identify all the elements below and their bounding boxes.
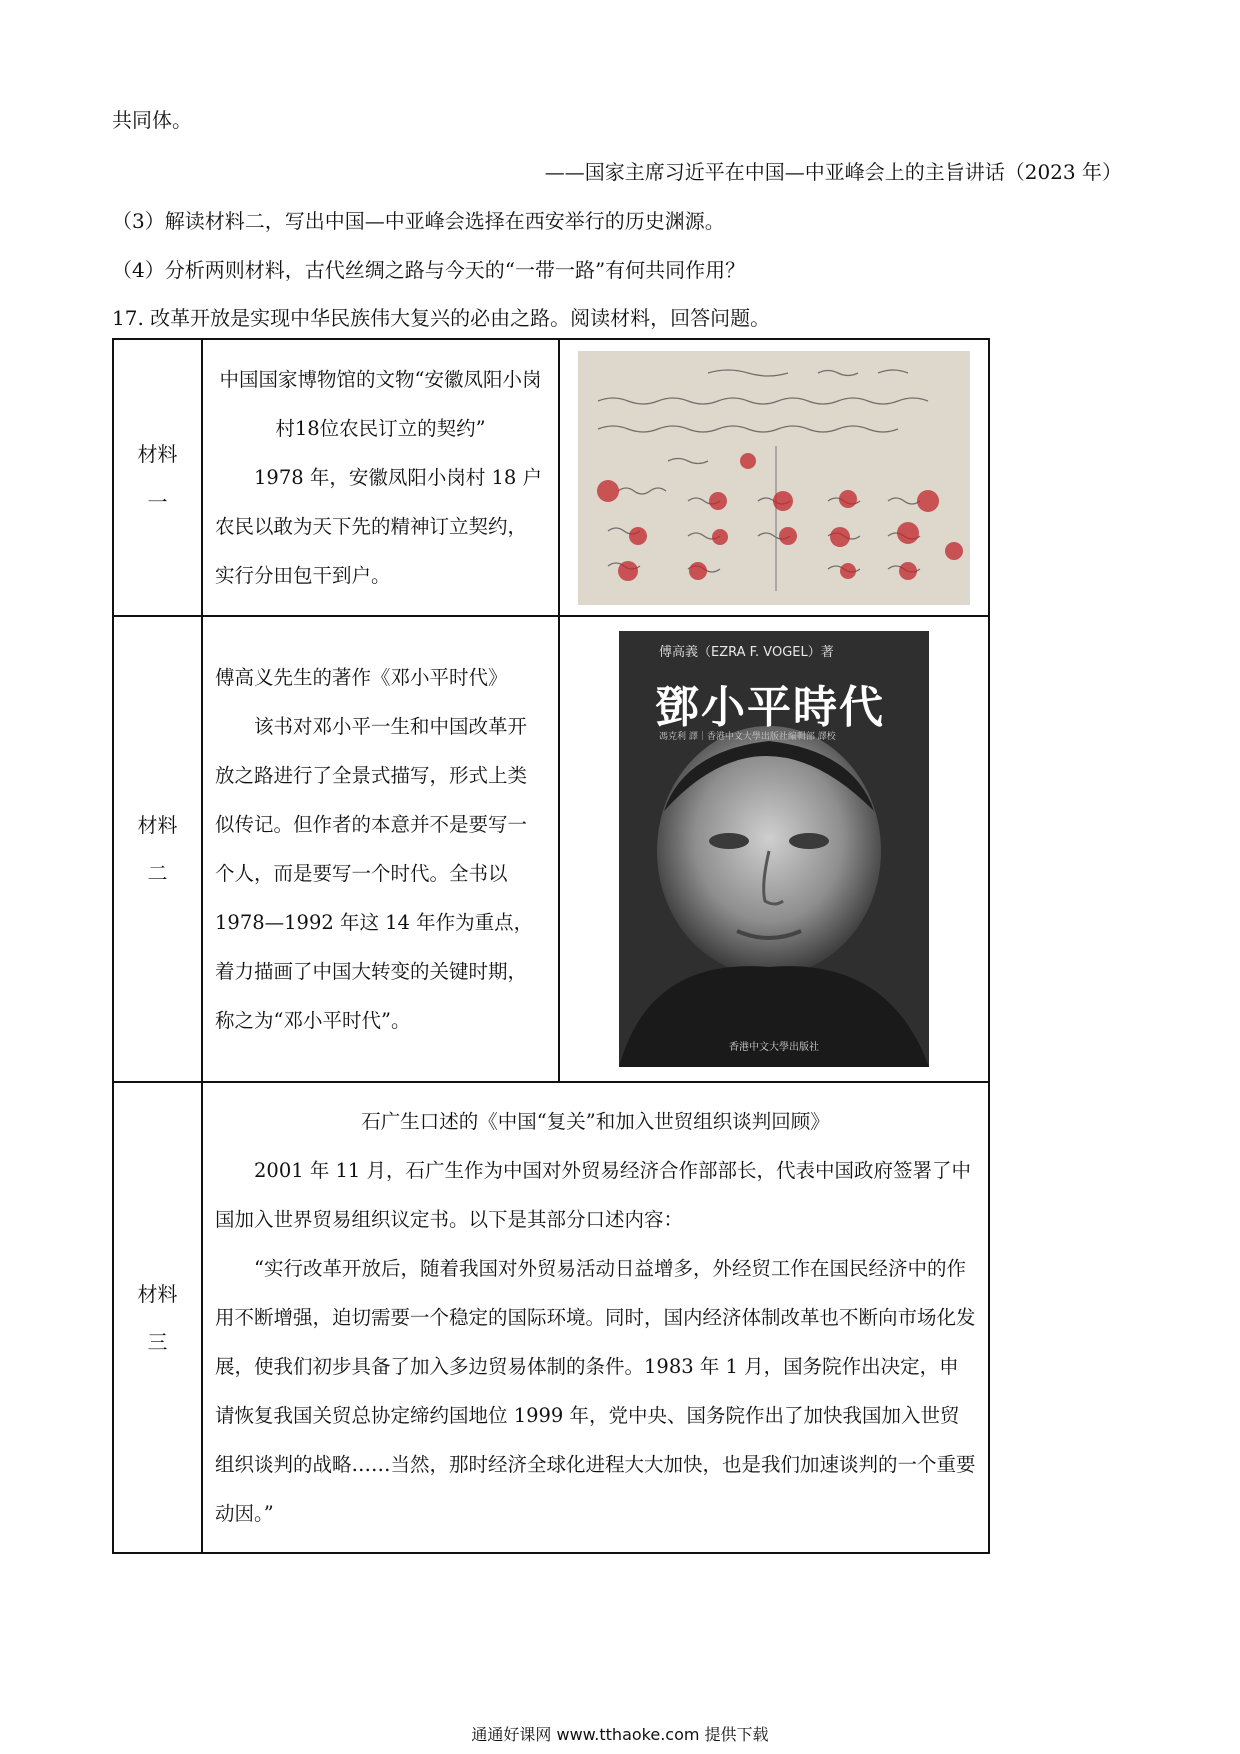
footer-source: 通通好课网 www.tthaoke.com 提供下载 [471, 1725, 769, 1744]
contract-image-cell [559, 339, 989, 616]
material-body: 该书对邓小平一生和中国改革开放之路进行了全景式描写，形式上类似传记。但作者的本意并不是要写一个人，而是要写一个时代。全书以 1978—1992 年这 14 年作为重点，着力描画了中国大转变的关键时期，称之为“邓小平时代”。 [215, 715, 534, 1032]
material-row-1 [113, 339, 989, 616]
material-title: 中国国家博物馆的文物“安徽凤阳小岗村18位农民订立的契约” [219, 368, 542, 440]
material-quote: “实行改革开放后，随着我国对外贸易活动日益增多，外经贸工作在国民经济中的作用不断增强，迫切需要一个稳定的国际环境。同时，国内经济体制改革也不断向市场化发展，使我们初步具备了加入多边贸易体制的条件。1983 年 1 月，国务院作出决定，申请恢复我国关贸总协定缔约国地位 1999 年，党中央、国务院作出了加快我国加入世贸组织谈判的战略……当然，那时经济全球化进程大大加快，也是我们加速谈判的一个重要动因。” [215, 1257, 976, 1525]
question-17: 17. 改革开放是实现中华民族伟大复兴的必由之路。阅读材料，回答问题。 [112, 306, 771, 330]
book-image-cell [559, 616, 989, 1082]
material-title: 石广生口述的《中国“复关”和加入世贸组织谈判回顾》 [361, 1110, 830, 1133]
material-text [202, 616, 559, 1082]
continued-text: 共同体。 [112, 108, 192, 132]
book-publisher: 香港中文大學出版社 [729, 1042, 819, 1053]
material-row-3 [113, 1082, 989, 1553]
material-label: 材料 二 [113, 616, 202, 1082]
contract-illustration [578, 351, 970, 605]
material-text [202, 339, 559, 616]
quote-attribution: ——国家主席习近平在中国—中亚峰会上的主旨讲话（2023 年） [544, 160, 1122, 184]
material-body: 1978 年，安徽凤阳小岗村 18 户农民以敢为天下先的精神订立契约，实行分田包干到户。 [215, 466, 543, 587]
question-4: （4）分析两则材料，古代丝绸之路与今天的“一带一路”有何共同作用？ [112, 258, 746, 282]
material-label: 材料 三 [113, 1082, 202, 1553]
material-label: 材料 一 [113, 339, 202, 616]
material-text [202, 1082, 989, 1553]
book-translators: 馮克利 譯｜香港中文大學出版社編輯部 譯校 [659, 732, 836, 742]
book-title: 鄧小平時代 [655, 682, 885, 733]
book-author: 傅高義（EZRA F. VOGEL）著 [659, 645, 834, 660]
materials-table [112, 338, 990, 1554]
question-3: （3）解读材料二，写出中国—中亚峰会选择在西安举行的历史渊源。 [112, 209, 725, 233]
material-paragraph: 2001 年 11 月，石广生作为中国对外贸易经济合作部部长，代表中国政府签署了中国加入世界贸易组织议定书。以下是其部分口述内容： [215, 1159, 972, 1231]
contract-photo [578, 351, 970, 605]
book-cover [619, 631, 929, 1067]
material-title: 傅高义先生的著作《邓小平时代》 [215, 666, 508, 689]
material-row-2 [113, 616, 989, 1082]
